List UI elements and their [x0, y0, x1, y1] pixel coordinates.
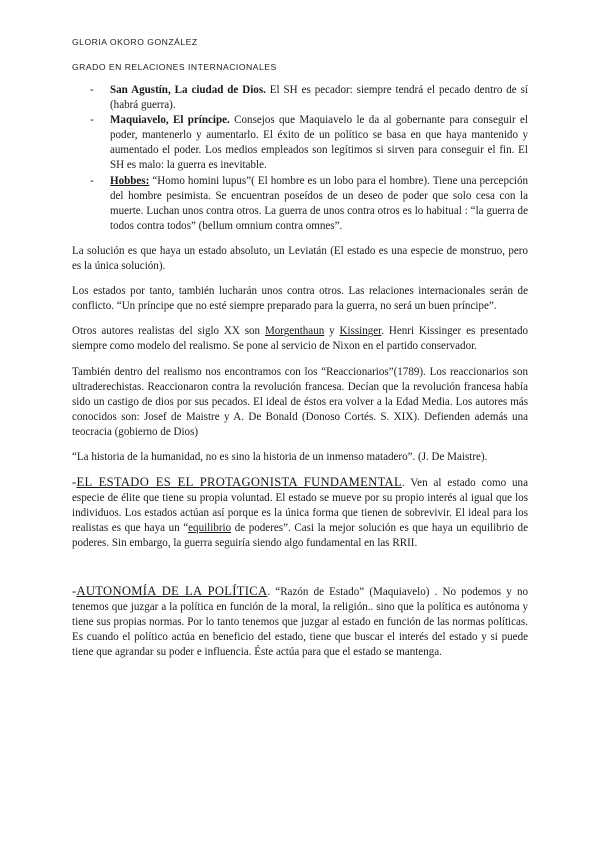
list-item-title: San Agustín, La ciudad de Dios. — [110, 84, 266, 96]
paragraph-text: y — [324, 325, 340, 338]
morgenthau-name: Morgenthaun — [264, 325, 325, 338]
section-text: . Ven al estado como una especie de élite que tiene su propia voluntad. El estado se mueve por su propio interés al igual que los individuos. Los estados actúan así porque es la única forma que tienen de sobrevivir. El ideal para los realistas es que haya un “ — [72, 477, 528, 535]
section-text: . “Razón de Estado” (Maquiavelo) . No podemos y no tenemos que juzgar a la política en función de la moral, la religión.. sino que la política es autónoma y tiene sus propias normas. Por lo tanto tenemos que juzgar al estado en función de las normas políticas. Es cuando el político actúa en beneficio del estado, tiene que buscar el interés del estado y si puede tiene que agrandar su poder e influencia. Éste actúa para que el estado se mantenga. — [72, 585, 529, 658]
document-body — [72, 83, 528, 660]
list-item — [72, 113, 528, 173]
section-dash: - — [72, 583, 77, 598]
section-heading-estado: EL ESTADO ES EL PROTAGONISTA FUNDAMENTAL — [76, 475, 402, 490]
list-item-title: Maquiavelo, El príncipe. — [110, 114, 230, 127]
list-dash: - — [90, 84, 94, 96]
paragraph-leviatan: La solución es que haya un estado absoluto, un Leviatán (El estado es una especie de monstruo, pero es la única solución). — [72, 244, 528, 273]
paragraph-estados: Los estados por tanto, también lucharán unos contra otros. Las relaciones internacionales serán de conflicto. “Un príncipe que no esté siempre preparado para la guerra, no será un buen príncipe”. — [72, 285, 528, 313]
equilibrio-term: equilibrio — [188, 522, 232, 535]
paragraph-text: . Henri Kissinger es presentado siempre como modelo del realismo. Se pone al servicio de Nixon en el partido conservador. — [72, 325, 528, 353]
author-name: GLORIA OKORO GONZÁLEZ — [72, 37, 198, 47]
list-item-title: Hobbes: — [110, 174, 150, 187]
list-dash: - — [90, 174, 94, 187]
list-dash: - — [90, 114, 94, 127]
kissinger-name: Kissinger — [339, 325, 382, 338]
section-heading-autonomia: AUTONOMÍA DE LA POLÍTICA — [76, 583, 268, 598]
section-dash: - — [72, 475, 77, 490]
list-item-text: El SH es pecador: siempre tendrá el pecado dentro de sí (habrá guerra). — [110, 84, 528, 112]
degree-name: GRADO EN RELACIONES INTERNACIONALES — [72, 62, 277, 72]
paragraph-otros-autores — [72, 324, 528, 354]
paragraph-quote: “La historia de la humanidad, no es sino la historia de un inmenso matadero”. (J. De Maistre). — [72, 450, 488, 463]
section-estado — [72, 475, 528, 551]
realist-authors-list — [72, 83, 528, 234]
section-text: de poderes”. Casi la mejor solución es que haya un equilibrio de poderes. Sin embargo, la guerra seguiría siendo algo fundamental en las RRII. — [72, 522, 528, 550]
list-item — [72, 83, 528, 113]
paragraph-text: Otros autores realistas del siglo XX son — [72, 325, 265, 338]
section-autonomia — [72, 584, 528, 660]
list-item — [72, 174, 528, 234]
list-item-text: Consejos que Maquiavelo le da al gobernante para conseguir el poder, mantenerlo y aumentarlo. El éxito de un político se basa en que haya mantenido y aumentado el poder. Los medios empleados son legítimos si sirven para conseguir el fin. El SH es malo: la guerra es inevitable. — [110, 114, 528, 172]
list-item-text: “Homo homini lupus”( El hombre es un lobo para el hombre). Tiene una percepción del hombre pesimista. Se encuentran poseídos de un deseo de poder que solo cesa con la muerte. Luchan unos contra otros. La guerra de unos contra otros es lo habitual : “la guerra de todos contra todos” (bellum omnium contra omnes”. — [110, 174, 528, 232]
paragraph-reaccionarios: También dentro del realismo nos encontramos con los “Reaccionarios”(1789). Los reaccionarios son ultraderechistas. Reaccionaron contra la revolución francesa. Decían que la revolución francesa había sido un castigo de dios por sus pecados. El ideal de éstos era volver a la Edad Media. Los autores más conocidos son: Josef de Maistre y A. De Bonald (Donoso Cortés. S. XIX). Defienden además una teocracia (gobierno de Dios) — [72, 365, 528, 438]
